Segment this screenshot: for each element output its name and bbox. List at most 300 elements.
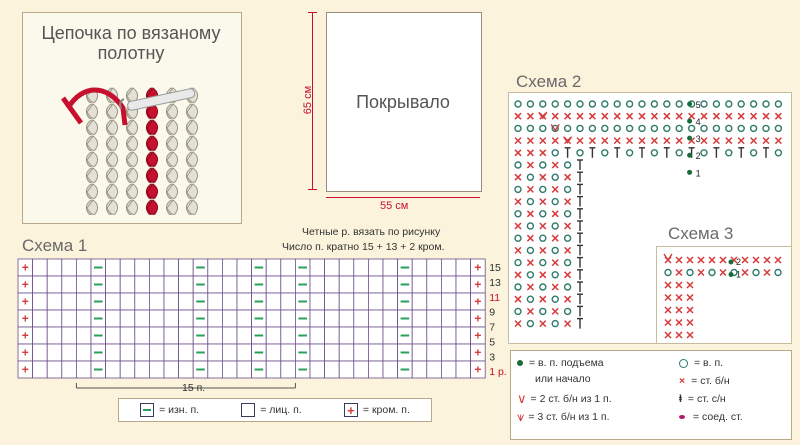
grid-cell	[135, 293, 150, 310]
grid-cell	[310, 310, 325, 327]
grid-cell	[412, 310, 427, 327]
grid-cell	[33, 344, 48, 361]
grid-cell	[120, 327, 135, 344]
row-number-mark: 5	[695, 100, 701, 110]
purl-stitch-mark	[298, 335, 307, 337]
purl-stitch-mark	[255, 369, 264, 371]
schema3-title: Схема 3	[668, 224, 734, 243]
chain-stitch-symbol	[565, 186, 571, 192]
chain-stitch-symbol	[540, 308, 546, 314]
legend2-three-sc	[517, 409, 609, 425]
grid-cell	[339, 259, 354, 276]
grid-cell	[120, 293, 135, 310]
grid-cell	[179, 259, 194, 276]
grid-cell	[354, 344, 369, 361]
blanket-height-label: 65 см	[302, 85, 314, 115]
chain-stitch-symbol	[687, 270, 693, 276]
grid-cell	[164, 293, 179, 310]
two-sc-icon: ∨	[517, 391, 527, 406]
lift-dot-symbol	[729, 260, 734, 265]
grid-cell	[281, 293, 296, 310]
chain-stitch-symbol	[527, 125, 533, 131]
grid-cell	[427, 276, 442, 293]
grid-cell	[179, 276, 194, 293]
blanket-height-tick-top	[308, 12, 317, 13]
purl-stitch-mark	[196, 301, 205, 303]
grid-cell	[441, 276, 456, 293]
chain-stitch-symbol	[552, 150, 558, 156]
grid-cell	[354, 259, 369, 276]
grid-cell	[120, 259, 135, 276]
edge-stitch-mark: +	[474, 345, 482, 360]
chain-stitch-symbol	[515, 308, 521, 314]
schema1-note-even-rows: Четные р. вязать по рисунку	[302, 226, 441, 238]
grid-cell	[368, 344, 383, 361]
purl-stitch-mark	[255, 318, 264, 320]
purl-stitch-mark	[94, 318, 103, 320]
grid-cell	[368, 310, 383, 327]
chain-stitch-symbol	[515, 162, 521, 168]
chain-stitch-symbol	[565, 284, 571, 290]
grid-cell	[62, 310, 77, 327]
grid-cell	[310, 361, 325, 378]
grid-cell	[222, 344, 237, 361]
grid-cell	[47, 259, 62, 276]
grid-cell	[339, 310, 354, 327]
grid-cell	[149, 310, 164, 327]
grid-cell	[76, 259, 91, 276]
row-number-mark: 2	[695, 151, 701, 162]
blanket-width-dim	[326, 197, 480, 198]
chain-stitch-symbol	[527, 272, 533, 278]
chain-stitch-symbol	[614, 125, 620, 131]
grid-cell	[164, 276, 179, 293]
legend2-lift	[517, 357, 604, 369]
chain-stitch-symbol	[540, 162, 546, 168]
purl-stitch-mark	[196, 369, 205, 371]
chain-stitch-symbol	[701, 125, 707, 131]
purl-stitch-mark	[401, 335, 410, 337]
chain-stitch-symbol	[726, 125, 732, 131]
schema1-repeat-label: 15 п.	[182, 382, 206, 394]
grid-cell	[135, 259, 150, 276]
chain-stitch-symbol	[627, 150, 633, 156]
legend2	[510, 350, 792, 440]
chain-stitch-symbol	[602, 125, 608, 131]
slst-dot-icon	[679, 415, 685, 419]
chain-stitch-symbol	[527, 101, 533, 107]
schema1-title: Схема 1	[22, 236, 88, 255]
lift-dot-symbol	[687, 119, 692, 124]
legend2-ch-label: = в. п.	[694, 357, 724, 369]
lift-dot-symbol	[687, 102, 692, 107]
legend2-three-sc-label: = 3 ст. б/н из 1 п.	[528, 411, 610, 423]
grid-cell	[310, 259, 325, 276]
chain-stitch-symbol	[540, 211, 546, 217]
grid-cell	[325, 327, 340, 344]
chain-stitch-symbol	[602, 150, 608, 156]
grid-cell	[47, 344, 62, 361]
chain-stitch-symbol	[552, 199, 558, 205]
grid-cell	[237, 310, 252, 327]
chain-stitch-symbol	[527, 174, 533, 180]
three-sc-icon: ⩛	[517, 409, 525, 424]
chain-stitch-symbol	[540, 101, 546, 107]
grid-cell	[266, 276, 281, 293]
chain-stitch-symbol	[713, 125, 719, 131]
purl-stitch-mark	[298, 284, 307, 286]
chain-stitch-symbol	[552, 296, 558, 302]
chain-stitch-symbol	[577, 125, 583, 131]
grid-cell	[47, 276, 62, 293]
chain-stitch-symbol	[639, 101, 645, 107]
chain-stitch-symbol	[540, 260, 546, 266]
purl-stitch-mark	[196, 267, 205, 269]
grid-cell	[281, 327, 296, 344]
schema1-row-label: 11	[489, 291, 501, 304]
grid-cell	[339, 293, 354, 310]
grid-cell	[281, 361, 296, 378]
grid-cell	[106, 276, 121, 293]
edge-stitch-mark: +	[21, 362, 29, 377]
grid-cell	[427, 310, 442, 327]
legend-edge	[344, 403, 410, 417]
purl-stitch-mark	[94, 335, 103, 337]
grid-cell	[441, 327, 456, 344]
grid-cell	[266, 361, 281, 378]
grid-cell	[441, 259, 456, 276]
grid-cell	[456, 259, 471, 276]
chain-stitch-symbol	[665, 270, 671, 276]
purl-stitch-mark	[94, 369, 103, 371]
grid-cell	[325, 276, 340, 293]
chain-stitch-symbol	[565, 125, 571, 131]
grid-cell	[208, 361, 223, 378]
grid-cell	[106, 259, 121, 276]
grid-cell	[456, 327, 471, 344]
blanket-height-tick-bottom	[308, 189, 317, 190]
lift-dot-symbol	[687, 136, 692, 141]
chain-stitch-symbol	[701, 150, 707, 156]
grid-cell	[135, 276, 150, 293]
grid-cell	[412, 327, 427, 344]
schema1-row-label: 15	[489, 262, 501, 274]
grid-cell	[208, 259, 223, 276]
schema1-chart	[10, 255, 507, 395]
grid-cell	[164, 310, 179, 327]
purl-stitch-mark	[298, 301, 307, 303]
grid-cell	[62, 361, 77, 378]
grid-cell	[325, 259, 340, 276]
grid-cell	[62, 344, 77, 361]
increase-symbol	[664, 254, 672, 260]
chain-stitch-symbol	[738, 125, 744, 131]
chain-stitch-symbol	[552, 247, 558, 253]
chain-stitch-symbol	[552, 101, 558, 107]
grid-cell	[76, 361, 91, 378]
grid-cell	[441, 344, 456, 361]
chain-stitch-symbol	[540, 284, 546, 290]
lift-dot-symbol	[729, 272, 734, 277]
schema2-title: Схема 2	[516, 72, 582, 91]
grid-cell	[412, 276, 427, 293]
grid-cell	[120, 344, 135, 361]
purl-stitch-mark	[94, 284, 103, 286]
legend2-two-sc-label: = 2 ст. б/н из 1 п.	[530, 393, 612, 405]
grid-cell	[456, 344, 471, 361]
chain-stitch-symbol	[676, 101, 682, 107]
chain-stitch-symbol	[565, 308, 571, 314]
purl-stitch-mark	[94, 267, 103, 269]
chain-stitch-symbol	[689, 125, 695, 131]
grid-cell	[281, 310, 296, 327]
chain-stitch-symbol	[627, 101, 633, 107]
purl-stitch-mark	[255, 301, 264, 303]
legend2-lift2-label: или начало	[535, 373, 591, 385]
purl-stitch-mark	[255, 284, 264, 286]
chain-stitch-symbol	[751, 101, 757, 107]
grid-cell	[383, 293, 398, 310]
grid-cell	[237, 293, 252, 310]
grid-cell	[383, 344, 398, 361]
grid-cell	[383, 259, 398, 276]
row-number-mark: 4	[695, 117, 701, 128]
grid-cell	[179, 344, 194, 361]
grid-cell	[33, 327, 48, 344]
grid-cell	[120, 361, 135, 378]
chain-stitch-symbol	[775, 125, 781, 131]
grid-cell	[149, 361, 164, 378]
legend2-slst-label: = соед. ст.	[693, 411, 743, 423]
chain-stitch-symbol	[775, 270, 781, 276]
grid-cell	[237, 344, 252, 361]
grid-cell	[135, 327, 150, 344]
grid-cell	[164, 361, 179, 378]
chain-stitch-symbol	[552, 321, 558, 327]
blanket-title: Покрывало	[356, 92, 450, 112]
grid-cell	[120, 276, 135, 293]
chain-stitch-symbol	[738, 101, 744, 107]
chain-stitch-symbol	[515, 284, 521, 290]
grid-cell	[135, 310, 150, 327]
grid-cell	[354, 361, 369, 378]
chain-stitch-symbol	[552, 223, 558, 229]
chain-illustration-title: Цепочка по вязаному полотну	[41, 23, 221, 63]
grid-cell	[325, 344, 340, 361]
edge-stitch-mark: +	[21, 277, 29, 292]
sc-cross-icon: ×	[679, 375, 686, 387]
chain-stitch-symbol	[676, 125, 682, 131]
grid-cell	[179, 327, 194, 344]
legend-purl-label: = изн. п.	[159, 404, 200, 416]
grid-cell	[149, 276, 164, 293]
grid-cell	[149, 344, 164, 361]
chain-stitch-symbol	[515, 260, 521, 266]
schema3-chart	[656, 246, 790, 342]
legend-edge-label: = кром. п.	[362, 404, 410, 416]
grid-cell	[456, 276, 471, 293]
grid-cell	[354, 276, 369, 293]
legend2-dc-label: = ст. с/н	[687, 393, 726, 405]
purl-stitch-mark	[401, 284, 410, 286]
grid-cell	[120, 310, 135, 327]
edge-stitch-mark: +	[474, 260, 482, 275]
lift-dot-symbol	[687, 153, 692, 158]
grid-cell	[354, 310, 369, 327]
chain-stitch-symbol	[515, 186, 521, 192]
chain-stitch-symbol	[775, 101, 781, 107]
purl-stitch-mark	[401, 267, 410, 269]
edge-stitch-mark: +	[474, 277, 482, 292]
grid-cell	[237, 259, 252, 276]
grid-cell	[149, 259, 164, 276]
chain-stitch-symbol	[589, 125, 595, 131]
grid-cell	[106, 361, 121, 378]
chain-stitch-symbol	[527, 247, 533, 253]
grid-cell	[281, 276, 296, 293]
purl-stitch-mark	[255, 352, 264, 354]
purl-stitch-mark	[401, 301, 410, 303]
grid-cell	[310, 327, 325, 344]
grid-cell	[76, 310, 91, 327]
grid-cell	[368, 259, 383, 276]
grid-cell	[339, 276, 354, 293]
grid-cell	[106, 310, 121, 327]
grid-cell	[310, 276, 325, 293]
purl-stitch-mark	[255, 267, 264, 269]
purl-stitch-mark	[255, 335, 264, 337]
chain-illustration-panel	[22, 12, 242, 224]
schema1-row-label: 3	[489, 351, 496, 364]
chain-stitch-symbol	[565, 101, 571, 107]
grid-cell	[222, 327, 237, 344]
grid-cell	[106, 293, 121, 310]
grid-cell	[427, 327, 442, 344]
grid-cell	[325, 293, 340, 310]
grid-cell	[76, 293, 91, 310]
legend2-sc	[679, 375, 730, 387]
grid-cell	[62, 276, 77, 293]
grid-cell	[62, 327, 77, 344]
grid-cell	[354, 293, 369, 310]
grid-cell	[237, 327, 252, 344]
legend2-sc-label: = ст. б/н	[691, 375, 730, 387]
grid-cell	[164, 259, 179, 276]
grid-cell	[222, 259, 237, 276]
row-number-mark: 2	[736, 257, 742, 267]
grid-cell	[383, 310, 398, 327]
edge-stitch-mark: +	[21, 328, 29, 343]
purl-stitch-mark	[401, 352, 410, 354]
chain-stitch-symbol	[701, 101, 707, 107]
grid-cell	[208, 310, 223, 327]
grid-cell	[412, 361, 427, 378]
lift-dot-symbol	[687, 170, 692, 175]
grid-cell	[412, 293, 427, 310]
grid-cell	[266, 259, 281, 276]
purl-stitch-mark	[94, 352, 103, 354]
grid-cell	[368, 276, 383, 293]
grid-cell	[427, 259, 442, 276]
grid-cell	[164, 327, 179, 344]
chain-stitch-symbol	[651, 125, 657, 131]
chain-circle-icon	[679, 359, 688, 368]
chain-stitch-symbol	[726, 101, 732, 107]
edge-stitch-mark: +	[21, 345, 29, 360]
chain-stitch-symbol	[763, 101, 769, 107]
chain-stitch-symbol	[651, 101, 657, 107]
edge-stitch-mark: +	[21, 294, 29, 309]
grid-cell	[222, 361, 237, 378]
legend2-dc	[679, 393, 726, 405]
grid-cell	[368, 327, 383, 344]
legend-knit	[241, 403, 302, 417]
chain-stitch-symbol	[552, 272, 558, 278]
grid-cell	[310, 344, 325, 361]
grid-cell	[222, 293, 237, 310]
chain-stitch-symbol	[515, 211, 521, 217]
grid-cell	[135, 361, 150, 378]
grid-cell	[281, 259, 296, 276]
dc-tee-icon: ⱡ	[679, 393, 682, 405]
legend2-ch	[679, 357, 723, 369]
chain-stitch-symbol	[565, 162, 571, 168]
grid-cell	[208, 293, 223, 310]
grid-cell	[106, 327, 121, 344]
chain-stitch-symbol	[527, 223, 533, 229]
edge-stitch-mark: +	[21, 311, 29, 326]
chain-stitch-symbol	[565, 235, 571, 241]
chain-stitch-symbol	[527, 199, 533, 205]
grid-cell	[339, 361, 354, 378]
purl-stitch-mark	[298, 267, 307, 269]
grid-cell	[339, 344, 354, 361]
purl-stitch-mark	[298, 318, 307, 320]
purl-stitch-mark	[196, 318, 205, 320]
chain-stitch-symbol	[664, 125, 670, 131]
grid-cell	[266, 310, 281, 327]
knitting-illustration	[23, 13, 241, 223]
row-number-mark: 1	[695, 168, 701, 179]
grid-cell	[281, 344, 296, 361]
grid-cell	[179, 293, 194, 310]
edge-stitch-mark: +	[474, 328, 482, 343]
grid-cell	[33, 276, 48, 293]
grid-cell	[33, 310, 48, 327]
grid-cell	[33, 259, 48, 276]
edge-symbol-icon: +	[344, 403, 358, 417]
chain-stitch-symbol	[651, 150, 657, 156]
grid-cell	[47, 361, 62, 378]
grid-cell	[208, 327, 223, 344]
schema1-row-label: 7	[489, 321, 496, 334]
blanket-width-label: 55 см	[380, 200, 409, 212]
row-number-mark: 3	[695, 134, 701, 145]
grid-cell	[47, 327, 62, 344]
grid-cell	[368, 361, 383, 378]
chain-stitch-symbol	[639, 125, 645, 131]
chain-stitch-symbol	[751, 125, 757, 131]
grid-cell	[427, 293, 442, 310]
grid-cell	[266, 293, 281, 310]
schema1-row-label: 1 р.	[489, 366, 507, 379]
legend2-two-sc	[517, 391, 612, 407]
legend1	[118, 398, 432, 422]
grid-cell	[368, 293, 383, 310]
grid-cell	[149, 327, 164, 344]
edge-stitch-mark: +	[474, 311, 482, 326]
legend-knit-label: = лиц. п.	[260, 404, 302, 416]
